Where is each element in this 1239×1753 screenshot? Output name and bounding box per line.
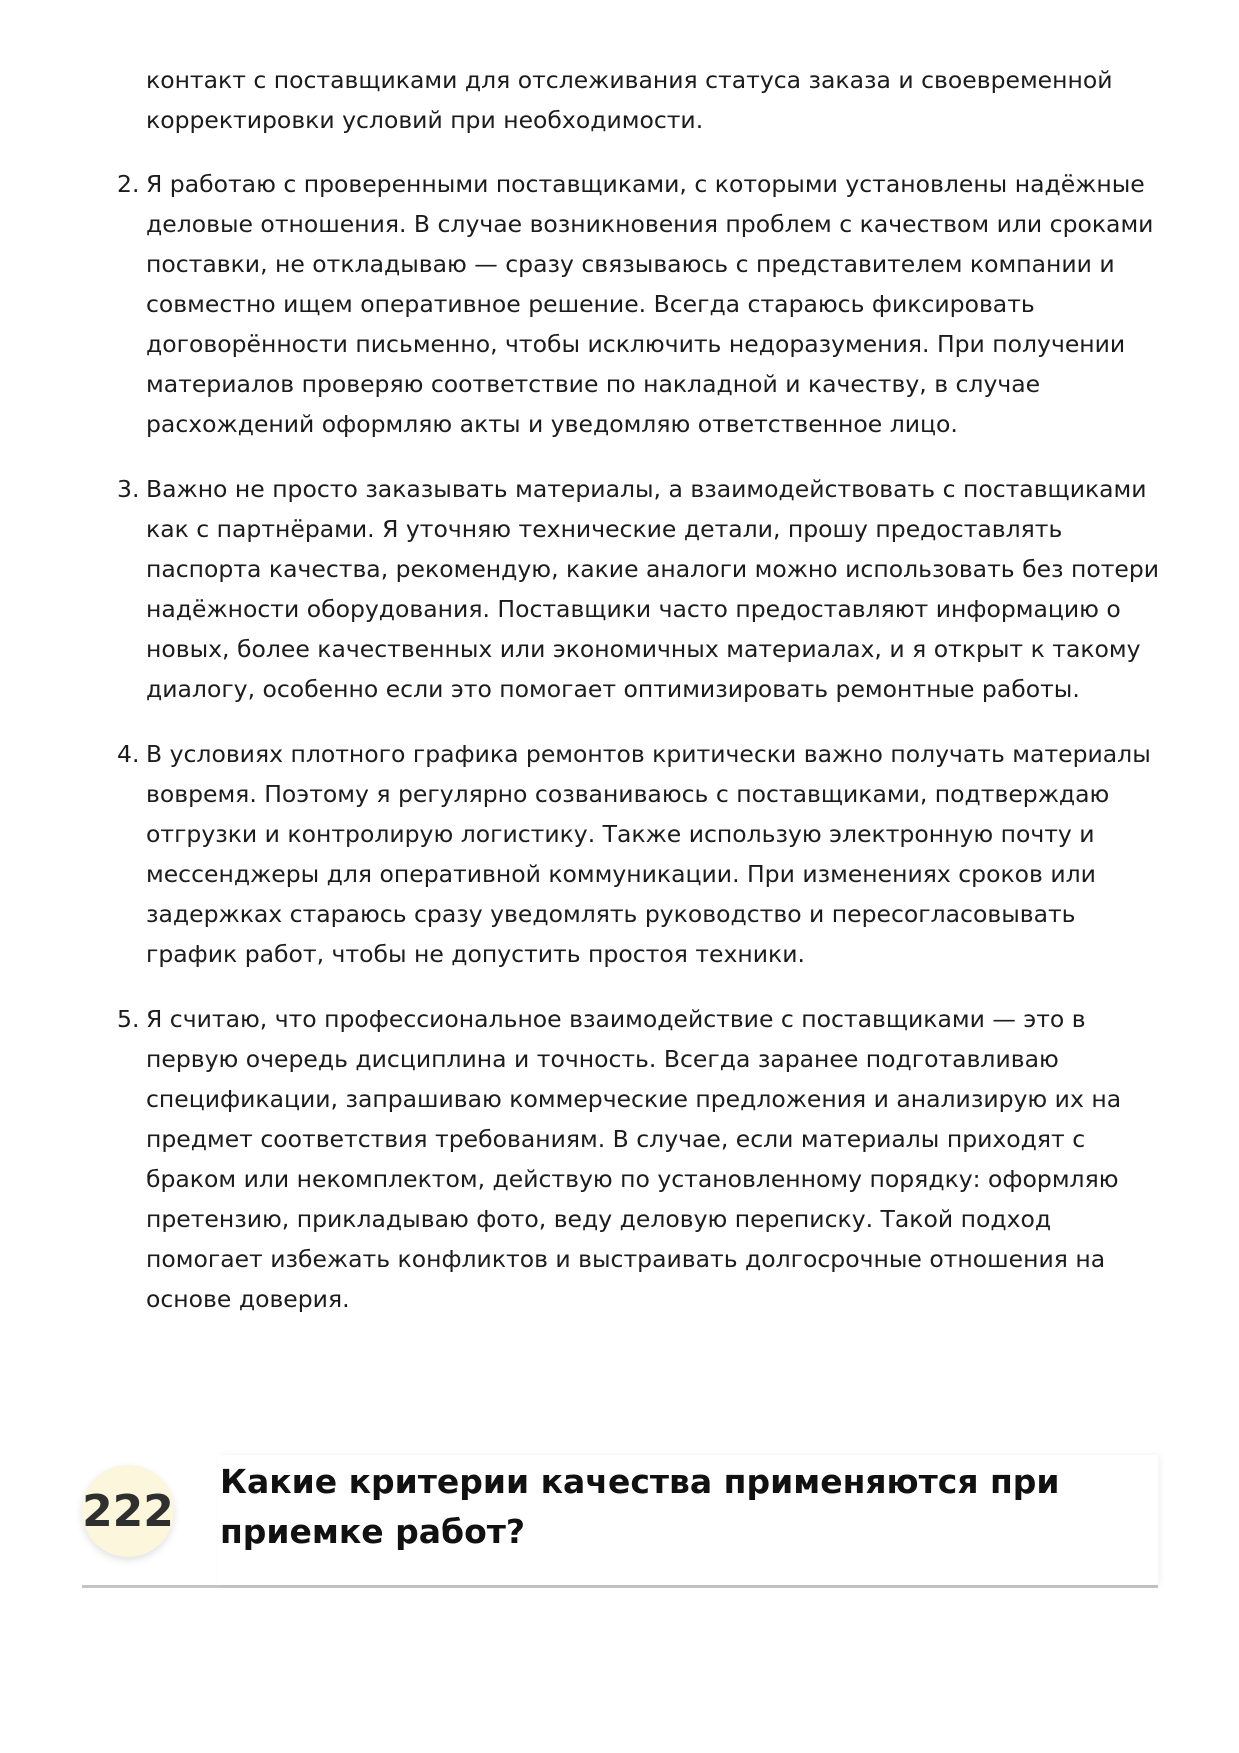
question-title: Какие критерии качества применяются при приемке работ? [220,1462,1060,1551]
answer-list [117,164,1166,1344]
continuation-paragraph: контакт с поставщиками для отслеживания статуса заказа и своевременной корректировки условий при необходимости. [146,66,1113,134]
answer-item-3 [117,469,1166,709]
answer-text: Важно не просто заказывать материалы, а взаимодействовать с поставщиками как с партнёрами. Я уточняю технические детали, прошу предоставлять паспорта качества, рекомендую, какие аналоги можно использовать без потери надёжности оборудования. Поставщики часто предоставляют информацию о новых, более качественных или экономичных материалах, и я открыт к такому диалогу, особенно если это помогает оптимизировать ремонтные работы. [146,475,1160,703]
question-number-badge: 222 [82,1465,174,1557]
answer-number: 3. [117,475,140,503]
answer-text: Я работаю с проверенными поставщиками, с которыми установлены надёжные деловые отношения. В случае возникновения проблем с качеством или сроками поставки, не откладываю — сразу связываюсь с представителем компании и совместно ищем оперативное решение. Всегда стараюсь фиксировать договорённости письменно, чтобы исключить недоразумения. При получении материалов проверяю соответствие по накладной и качеству, в случае расхождений оформляю акты и уведомляю ответственное лицо. [146,170,1154,438]
answer-item-5 [117,999,1166,1319]
answer-item-2 [117,164,1166,444]
answer-text: Я считаю, что профессиональное взаимодействие с поставщиками — это в первую очередь дисциплина и точность. Всегда заранее подготавливаю спецификации, запрашиваю коммерческие предложения и анализирую их на предмет соответствия требованиям. В случае, если материалы приходят с браком или некомплектом, действую по установленному порядку: оформляю претензию, прикладываю фото, веду деловую переписку. Такой подход помогает избежать конфликтов и выстраивать долгосрочные отношения на основе доверия. [146,1005,1122,1313]
answer-text: В условиях плотного графика ремонтов критически важно получать материалы вовремя. Поэтому я регулярно созваниваюсь с поставщиками, подтверждаю отгрузки и контролирую логистику. Также использую электронную почту и мессенджеры для оперативной коммуникации. При изменениях сроков или задержках стараюсь сразу уведомлять руководство и пересогласовывать график работ, чтобы не допустить простоя техники. [146,740,1151,968]
question-header [82,1455,1158,1588]
answer-number: 2. [117,170,140,198]
answer-number: 5. [117,1005,140,1033]
answer-number: 4. [117,740,140,768]
answer-item-4 [117,734,1166,974]
